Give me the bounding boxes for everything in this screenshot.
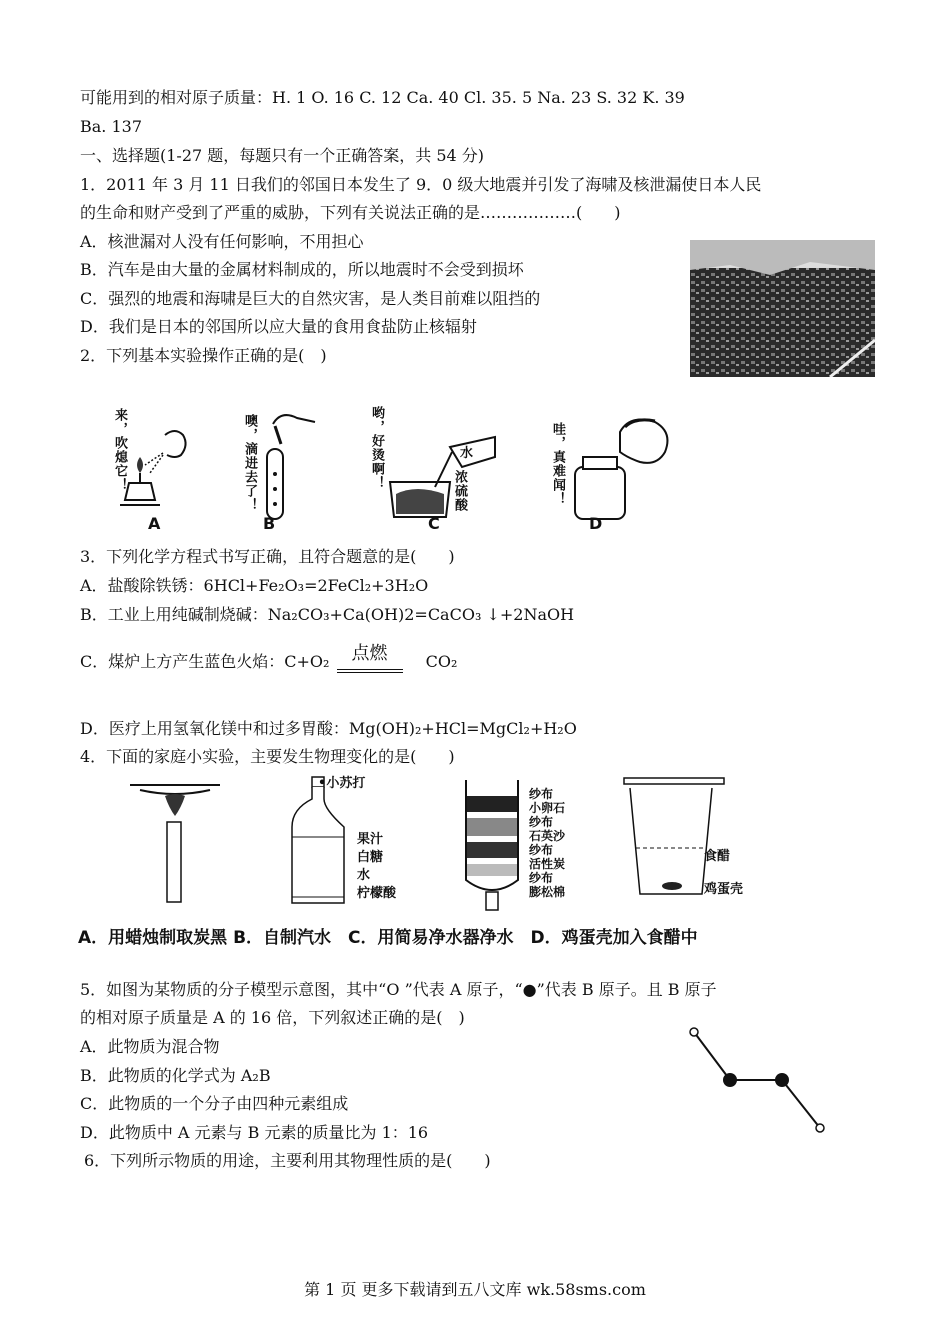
- q2-stem: 2．下列基本实验操作正确的是( ): [80, 346, 327, 365]
- q5-option-d: D．此物质中 A 元素与 B 元素的质量比为 1：16: [80, 1123, 429, 1142]
- q5-option-c: C．此物质的一个分子由四种元素组成: [80, 1094, 349, 1113]
- q4-options: A．用蜡烛制取炭黑 B．自制汽水 C．用简易净水器净水 D．鸡蛋壳加入食醋中: [78, 928, 698, 948]
- atomic-masses: 可能用到的相对原子质量：H. 1 O. 16 C. 12 Ca. 40 Cl. 35. 5 Na. 23 S. 32 K. 39: [80, 88, 685, 107]
- page-footer: 第 1 页 更多下载请到五八文库 wk.58sms.com: [304, 1280, 646, 1299]
- fig-letter-a: A: [148, 514, 161, 533]
- bond-3: [782, 1080, 820, 1128]
- atom-a-2: [816, 1124, 824, 1132]
- filter-item-3: 石英沙: [529, 829, 566, 843]
- q1-option-c: C．强烈的地震和海啸是巨大的自然灾害，是人类目前难以阻挡的: [80, 289, 541, 308]
- fig-a-caption: 来，吹熄它！: [112, 408, 127, 492]
- q1-stem-1: 1．2011 年 3 月 11 日我们的邻国日本发生了 9．0 级大地震并引发了海啸及核泄漏使日本人民: [80, 175, 762, 194]
- atom-b-1: [723, 1073, 737, 1087]
- q1-option-b: B．汽车是由大量的金属材料制成的，所以地震时不会受到损坏: [80, 260, 524, 279]
- q6-stem: 6．下列所示物质的用途，主要利用其物理性质的是( ): [84, 1151, 491, 1170]
- equals-sign: [337, 669, 403, 673]
- atomic-masses-cont: Ba. 137: [80, 117, 143, 136]
- acid-label: 浓硫酸: [452, 470, 467, 512]
- earthquake-photo: [690, 240, 875, 377]
- filter-item-2: 纱布: [529, 815, 554, 829]
- dilute-acid-figure: [380, 432, 500, 522]
- filter-item-1: 小卵石: [529, 801, 566, 815]
- q5-stem-1: 5．如图为某物质的分子模型示意图，其中“O ”代表 A 原子，“●”代表 B 原子。且 B 原子: [80, 980, 717, 999]
- q5-option-b: B．此物质的化学式为 A₂B: [80, 1066, 271, 1085]
- fig-d-caption: 哇，真难闻！: [550, 422, 565, 506]
- q1-option-d: D．我们是日本的邻国所以应大量的食用食盐防止核辐射: [80, 317, 477, 336]
- soda-label: •小苏打: [318, 776, 366, 791]
- smell-gas-figure: [565, 412, 675, 522]
- soda-text: 小苏打: [326, 776, 366, 791]
- q3-c-prefix: C．煤炉上方产生蓝色火焰：C+O₂: [80, 652, 330, 671]
- filter-item-0: 纱布: [529, 787, 554, 801]
- bottle-item-2: 水: [357, 868, 371, 883]
- filter-labels: [529, 787, 565, 899]
- bottle-item-1: 白糖: [357, 850, 384, 865]
- q5-stem-2: 的相对原子质量是 A 的 16 倍，下列叙述正确的是( ): [80, 1008, 465, 1027]
- vinegar-label: 食醋: [704, 849, 731, 864]
- bottle-item-3: 柠檬酸: [357, 886, 397, 901]
- fig-letter-b: B: [263, 514, 276, 533]
- q3-option-d: D．医疗上用氢氧化镁中和过多胃酸：Mg(OH)₂+HCl=MgCl₂+H₂O: [80, 719, 577, 738]
- q3-c-product: CO₂: [425, 652, 458, 671]
- atom-a-1: [690, 1028, 698, 1036]
- section-title: 一、选择题(1-27 题，每题只有一个正确答案，共 54 分): [80, 146, 485, 165]
- atom-b-2: [775, 1073, 789, 1087]
- fig-letter-c: C: [428, 514, 440, 533]
- q1-option-a: A．核泄漏对人没有任何影响，不用担心: [80, 232, 364, 251]
- q4-stem: 4．下面的家庭小实验，主要发生物理变化的是( ): [80, 747, 455, 766]
- bottle-item-0: 果汁: [357, 832, 384, 847]
- filter-item-6: 纱布: [529, 871, 554, 885]
- soda-bottle-figure: [288, 775, 348, 910]
- eggshell-label: 鸡蛋壳: [704, 882, 744, 897]
- q3-option-a: A．盐酸除铁锈：6HCl+Fe₂O₃=2FeCl₂+3H₂O: [80, 576, 429, 595]
- fig-b-caption: 噢，滴进去了！: [242, 414, 257, 512]
- filter-item-7: 膨松棉: [529, 885, 566, 899]
- q3-c-condition: [335, 644, 405, 664]
- fig-letter-d: D: [589, 514, 603, 533]
- q3-option-b: B．工业上用纯碱制烧碱：Na₂CO₃+Ca(OH)2=CaCO₃ ↓+2NaOH: [80, 605, 575, 624]
- water-filter-figure: [462, 776, 522, 916]
- alcohol-lamp-blowing-figure: [115, 415, 200, 515]
- q3-c-condition-text: 点燃: [351, 643, 388, 664]
- filter-item-4: 纱布: [529, 843, 554, 857]
- q1-stem-2: 的生命和财产受到了严重的威胁，下列有关说法正确的是………………( ): [80, 203, 621, 222]
- molecule-model-figure: [684, 1022, 829, 1137]
- filter-item-5: 活性炭: [529, 857, 566, 871]
- q3-option-c: [80, 643, 458, 672]
- fig-c-caption: 哟，好烫啊！: [369, 406, 384, 490]
- q3-stem: 3．下列化学方程式书写正确，且符合题意的是( ): [80, 547, 455, 566]
- water-label: 水: [460, 446, 474, 461]
- candle-plate-figure: [125, 780, 225, 905]
- bond-1: [694, 1032, 730, 1080]
- q5-option-a: A．此物质为混合物: [80, 1037, 220, 1056]
